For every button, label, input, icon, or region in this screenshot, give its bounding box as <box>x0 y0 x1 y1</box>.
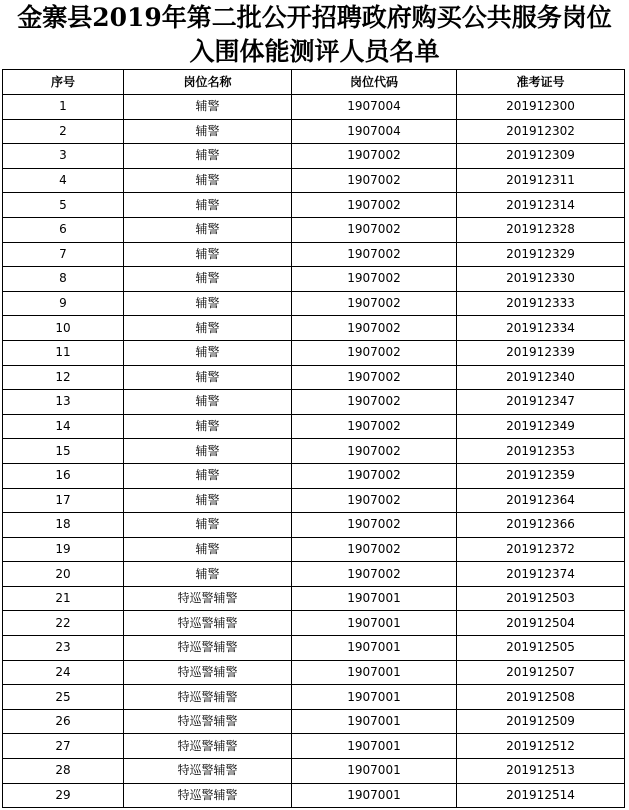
cell-position-name: 特巡警辅警 <box>124 611 292 636</box>
cell-position-name: 特巡警辅警 <box>124 660 292 685</box>
cell-admission-number: 201912330 <box>457 267 625 292</box>
cell-serial-number: 23 <box>3 636 124 661</box>
cell-position-code: 1907002 <box>292 291 457 316</box>
table-row <box>3 439 625 464</box>
cell-position-name: 辅警 <box>124 291 292 316</box>
table-header-row <box>3 70 625 95</box>
table-row <box>3 636 625 661</box>
cell-position-code: 1907002 <box>292 414 457 439</box>
table-row <box>3 390 625 415</box>
cell-position-code: 1907002 <box>292 537 457 562</box>
cell-position-name: 辅警 <box>124 562 292 587</box>
title-line-1: 金寨县2019年第二批公开招聘政府购买公共服务岗位 <box>17 3 612 32</box>
cell-position-code: 1907002 <box>292 168 457 193</box>
cell-position-code: 1907002 <box>292 463 457 488</box>
title-line-2: 入围体能测评人员名单 <box>189 37 440 66</box>
cell-serial-number: 14 <box>3 414 124 439</box>
cell-serial-number: 9 <box>3 291 124 316</box>
cell-admission-number: 201912300 <box>457 95 625 120</box>
cell-admission-number: 201912504 <box>457 611 625 636</box>
cell-position-name: 辅警 <box>124 340 292 365</box>
cell-serial-number: 29 <box>3 783 124 808</box>
cell-position-name: 辅警 <box>124 390 292 415</box>
cell-admission-number: 201912372 <box>457 537 625 562</box>
cell-position-code: 1907002 <box>292 316 457 341</box>
cell-admission-number: 201912505 <box>457 636 625 661</box>
cell-admission-number: 201912333 <box>457 291 625 316</box>
cell-admission-number: 201912364 <box>457 488 625 513</box>
cell-admission-number: 201912311 <box>457 168 625 193</box>
cell-position-code: 1907002 <box>292 217 457 242</box>
cell-admission-number: 201912509 <box>457 709 625 734</box>
cell-admission-number: 201912349 <box>457 414 625 439</box>
table-row <box>3 144 625 169</box>
table-row <box>3 267 625 292</box>
cell-serial-number: 18 <box>3 513 124 538</box>
table-row <box>3 660 625 685</box>
cell-position-name: 辅警 <box>124 537 292 562</box>
cell-admission-number: 201912507 <box>457 660 625 685</box>
table-row <box>3 783 625 808</box>
table-body <box>3 95 625 808</box>
table-row <box>3 291 625 316</box>
cell-position-code: 1907001 <box>292 783 457 808</box>
cell-position-name: 特巡警辅警 <box>124 636 292 661</box>
cell-serial-number: 7 <box>3 242 124 267</box>
cell-serial-number: 24 <box>3 660 124 685</box>
cell-position-code: 1907004 <box>292 95 457 120</box>
cell-admission-number: 201912374 <box>457 562 625 587</box>
table-row <box>3 513 625 538</box>
cell-serial-number: 3 <box>3 144 124 169</box>
table-row <box>3 340 625 365</box>
cell-admission-number: 201912513 <box>457 759 625 784</box>
header-admission-number: 准考证号 <box>457 70 625 95</box>
table-row <box>3 562 625 587</box>
cell-position-name: 辅警 <box>124 144 292 169</box>
cell-position-code: 1907001 <box>292 586 457 611</box>
cell-serial-number: 22 <box>3 611 124 636</box>
cell-position-name: 特巡警辅警 <box>124 734 292 759</box>
cell-serial-number: 25 <box>3 685 124 710</box>
table-row <box>3 119 625 144</box>
cell-position-name: 特巡警辅警 <box>124 586 292 611</box>
table-row <box>3 759 625 784</box>
cell-serial-number: 15 <box>3 439 124 464</box>
cell-admission-number: 201912514 <box>457 783 625 808</box>
cell-serial-number: 16 <box>3 463 124 488</box>
cell-serial-number: 10 <box>3 316 124 341</box>
cell-position-name: 特巡警辅警 <box>124 709 292 734</box>
table-row <box>3 488 625 513</box>
cell-position-code: 1907002 <box>292 193 457 218</box>
table-row <box>3 537 625 562</box>
cell-serial-number: 21 <box>3 586 124 611</box>
cell-admission-number: 201912503 <box>457 586 625 611</box>
cell-admission-number: 201912334 <box>457 316 625 341</box>
cell-serial-number: 17 <box>3 488 124 513</box>
table-row <box>3 709 625 734</box>
cell-serial-number: 27 <box>3 734 124 759</box>
table-row <box>3 414 625 439</box>
cell-position-name: 辅警 <box>124 95 292 120</box>
table-row <box>3 685 625 710</box>
cell-position-code: 1907002 <box>292 144 457 169</box>
cell-admission-number: 201912366 <box>457 513 625 538</box>
cell-serial-number: 5 <box>3 193 124 218</box>
cell-serial-number: 26 <box>3 709 124 734</box>
table-row <box>3 611 625 636</box>
cell-serial-number: 28 <box>3 759 124 784</box>
cell-position-code: 1907001 <box>292 759 457 784</box>
cell-position-code: 1907002 <box>292 513 457 538</box>
cell-serial-number: 6 <box>3 217 124 242</box>
cell-admission-number: 201912314 <box>457 193 625 218</box>
header-serial-number: 序号 <box>3 70 124 95</box>
cell-position-code: 1907002 <box>292 390 457 415</box>
cell-position-name: 辅警 <box>124 242 292 267</box>
cell-serial-number: 13 <box>3 390 124 415</box>
cell-position-code: 1907002 <box>292 562 457 587</box>
cell-position-code: 1907001 <box>292 660 457 685</box>
cell-position-name: 特巡警辅警 <box>124 783 292 808</box>
cell-position-code: 1907001 <box>292 734 457 759</box>
cell-position-name: 辅警 <box>124 267 292 292</box>
cell-admission-number: 201912309 <box>457 144 625 169</box>
cell-position-name: 辅警 <box>124 168 292 193</box>
table-row <box>3 734 625 759</box>
cell-position-name: 辅警 <box>124 193 292 218</box>
cell-position-name: 辅警 <box>124 365 292 390</box>
cell-position-code: 1907002 <box>292 488 457 513</box>
table-row <box>3 365 625 390</box>
cell-position-name: 特巡警辅警 <box>124 759 292 784</box>
cell-serial-number: 11 <box>3 340 124 365</box>
cell-admission-number: 201912340 <box>457 365 625 390</box>
cell-admission-number: 201912328 <box>457 217 625 242</box>
cell-position-code: 1907001 <box>292 611 457 636</box>
cell-serial-number: 4 <box>3 168 124 193</box>
cell-position-name: 辅警 <box>124 488 292 513</box>
cell-admission-number: 201912339 <box>457 340 625 365</box>
cell-admission-number: 201912512 <box>457 734 625 759</box>
cell-position-code: 1907004 <box>292 119 457 144</box>
cell-position-code: 1907002 <box>292 439 457 464</box>
cell-position-code: 1907002 <box>292 340 457 365</box>
cell-admission-number: 201912302 <box>457 119 625 144</box>
cell-admission-number: 201912508 <box>457 685 625 710</box>
cell-position-name: 辅警 <box>124 414 292 439</box>
cell-position-code: 1907001 <box>292 709 457 734</box>
cell-serial-number: 20 <box>3 562 124 587</box>
table-row <box>3 242 625 267</box>
cell-admission-number: 201912359 <box>457 463 625 488</box>
cell-position-name: 辅警 <box>124 439 292 464</box>
cell-position-name: 辅警 <box>124 513 292 538</box>
cell-position-name: 辅警 <box>124 316 292 341</box>
cell-position-code: 1907002 <box>292 267 457 292</box>
header-position-name: 岗位名称 <box>124 70 292 95</box>
table-row <box>3 168 625 193</box>
candidate-table <box>2 69 625 808</box>
cell-position-code: 1907001 <box>292 636 457 661</box>
cell-position-name: 特巡警辅警 <box>124 685 292 710</box>
table-row <box>3 193 625 218</box>
cell-serial-number: 2 <box>3 119 124 144</box>
cell-serial-number: 8 <box>3 267 124 292</box>
cell-serial-number: 12 <box>3 365 124 390</box>
table-row <box>3 463 625 488</box>
table-row <box>3 586 625 611</box>
header-position-code: 岗位代码 <box>292 70 457 95</box>
cell-serial-number: 1 <box>3 95 124 120</box>
table-row <box>3 95 625 120</box>
table-row <box>3 316 625 341</box>
document-title <box>0 0 629 68</box>
cell-admission-number: 201912329 <box>457 242 625 267</box>
cell-admission-number: 201912353 <box>457 439 625 464</box>
cell-position-name: 辅警 <box>124 463 292 488</box>
cell-position-name: 辅警 <box>124 217 292 242</box>
cell-position-code: 1907002 <box>292 365 457 390</box>
cell-serial-number: 19 <box>3 537 124 562</box>
table-row <box>3 217 625 242</box>
cell-position-name: 辅警 <box>124 119 292 144</box>
cell-position-code: 1907001 <box>292 685 457 710</box>
cell-position-code: 1907002 <box>292 242 457 267</box>
cell-admission-number: 201912347 <box>457 390 625 415</box>
